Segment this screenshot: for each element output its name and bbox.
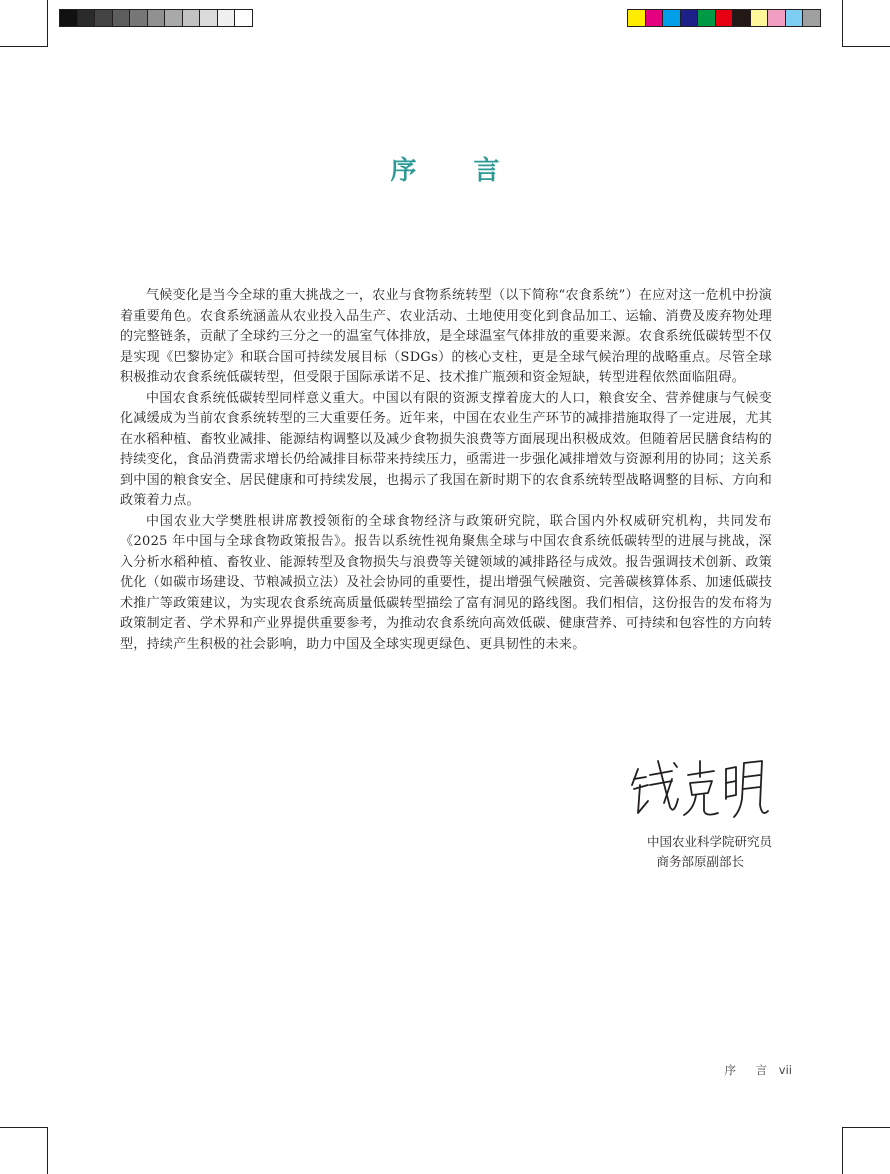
color-swatch	[697, 9, 715, 27]
color-swatch	[767, 9, 785, 27]
color-swatch	[802, 9, 821, 27]
gray-swatch	[112, 9, 130, 27]
color-swatch	[627, 9, 645, 27]
page-number: vii	[778, 1063, 792, 1077]
gray-swatch	[129, 9, 147, 27]
gray-swatch	[59, 9, 77, 27]
page-title: 序 言	[390, 156, 524, 186]
signature-block	[600, 832, 772, 872]
color-swatch	[732, 9, 750, 27]
page-footer	[724, 1062, 792, 1078]
gray-swatch	[147, 9, 165, 27]
color-swatch	[662, 9, 680, 27]
paragraph: 中国农业大学樊胜根讲席教授领衔的全球食物经济与政策研究院，联合国内外权威研究机构，共同发布《2025 年中国与全球食物政策报告》。报告以系统性视角聚焦全球与中国农食系统低碳转型的进展与挑战，深入分析水稻种植、畜牧业、能源转型及食物损失与浪费等关键领域的减排路径与成效。报告强调技术创新、政策优化（如碳市场建设、节粮减损立法）及社会协同的重要性，提出增强气候融资、完善碳核算体系、加速低碳技术推广等政策建议，为实现农食系统高质量低碳转型描绘了富有洞见的路线图。我们相信，这份报告的发布将为政策制定者、学术界和产业界提供重要参考，为推动农食系统向高效低碳、健康营养、可持续和包容性的方向转型，持续产生积极的社会影响，助力中国及全球实现更绿色、更具韧性的未来。	[120, 513, 772, 652]
paragraph: 中国农食系统低碳转型同样意义重大。中国以有限的资源支撑着庞大的人口，粮食安全、营养健康与气候变化减缓成为当前农食系统转型的三大重要任务。近年来，中国在农业生产环节的减排措施取得了一定进展，尤其在水稻种植、畜牧业减排、能源结构调整以及减少食物损失浪费等方面展现出积极成效。但随着居民膳食结构的持续变化，食品消费需求增长仍给减排目标带来持续压力，亟需进一步强化减排增效与资源利用的协同；这关系到中国的粮食安全、居民健康和可持续发展，也揭示了我国在新时期下的农食系统转型战略调整的目标、方向和政策着力点。	[120, 390, 772, 508]
footer-section: 序 言	[724, 1063, 776, 1077]
signer-former-title: 商务部原副部长	[656, 854, 744, 869]
color-swatch	[785, 9, 803, 27]
paragraph: 气候变化是当今全球的重大挑战之一，农业与食物系统转型（以下简称“农食系统”）在应对这一危机中扮演着重要角色。农食系统涵盖从农业投入品生产、农业活动、土地使用变化到食品加工、运输、消费及废弃物处理的完整链条，贡献了全球约三分之一的温室气体排放，是全球温室气体排放的重要来源。农食系统低碳转型不仅是实现《巴黎协定》和联合国可持续发展目标（SDGs）的核心支柱，更是全球气候治理的战略重点。尽管全球积极推动农食系统低碳转型，但受限于国际承诺不足、技术推广瓶颈和资金短缺，转型进程依然面临阻碍。	[120, 288, 772, 385]
color-calibration-bar	[627, 9, 821, 27]
signer-title: 中国农业科学院研究员	[646, 834, 772, 849]
color-swatch	[645, 9, 663, 27]
color-swatch	[750, 9, 768, 27]
gray-swatch	[94, 9, 112, 27]
gray-swatch	[217, 9, 235, 27]
color-swatch	[680, 9, 698, 27]
gray-swatch	[199, 9, 217, 27]
gray-swatch	[77, 9, 95, 27]
preface-body	[120, 286, 772, 655]
handwritten-signature	[628, 755, 770, 823]
gray-swatch	[182, 9, 200, 27]
gray-calibration-bar	[59, 9, 253, 27]
gray-swatch	[234, 9, 253, 27]
gray-swatch	[164, 9, 182, 27]
color-swatch	[715, 9, 733, 27]
